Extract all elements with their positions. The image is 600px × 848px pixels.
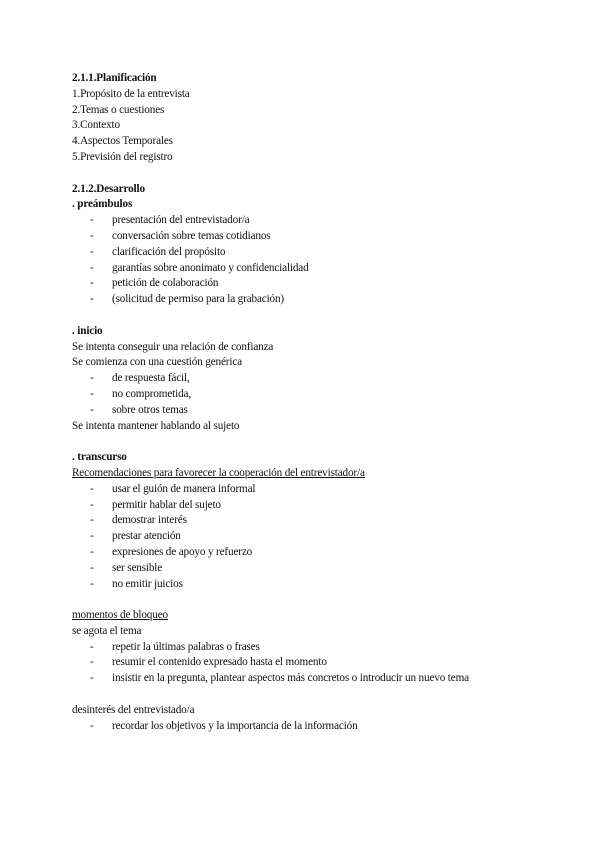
dash-bullet: - xyxy=(90,482,94,495)
underlined-subheading: Recomendaciones para favorecer la cooperación del entrevistador/a xyxy=(72,466,365,479)
dash-bullet: - xyxy=(90,530,94,543)
spacer xyxy=(72,434,532,450)
dash-bullet: - xyxy=(90,261,94,274)
list-item: - garantías sobre anonimato y confidencialidad xyxy=(72,261,532,277)
document-content xyxy=(72,71,532,734)
paragraph-line: Se intenta conseguir una relación de confianza xyxy=(72,340,274,353)
dash-bullet: - xyxy=(90,498,94,511)
paragraph-line: Se comienza con una cuestión genérica xyxy=(72,356,242,369)
transcurso-list xyxy=(72,482,532,593)
list-item: - no comprometida, xyxy=(72,387,532,403)
list-item: - conversación sobre temas cotidianos xyxy=(72,229,532,245)
list-item: - no emitir juicios xyxy=(72,577,532,593)
dash-bullet: - xyxy=(90,229,94,242)
paragraph-line: desinterés del entrevistado/a xyxy=(72,703,195,716)
list-item: - expresiones de apoyo y refuerzo xyxy=(72,545,532,561)
dash-bullet: - xyxy=(90,387,94,400)
spacer xyxy=(72,166,532,182)
paragraph-line: se agota el tema xyxy=(72,624,142,637)
list-item: - sobre otros temas xyxy=(72,403,532,419)
list-item: - (solicitud de permiso para la grabación) xyxy=(72,292,532,308)
planificacion-item: 3.Contexto xyxy=(72,119,120,132)
planificacion-item: 5.Previsión del registro xyxy=(72,150,173,163)
dash-bullet: - xyxy=(90,277,94,290)
section-heading-desarrollo: 2.1.2.Desarrollo xyxy=(72,182,145,195)
list-item: - insistir en la pregunta, plantear aspectos más concretos o introducir un nuevo tema xyxy=(72,671,532,687)
inicio-list xyxy=(72,371,532,418)
dash-bullet: - xyxy=(90,656,94,669)
list-item: - de respuesta fácil, xyxy=(72,371,532,387)
spacer xyxy=(72,687,532,703)
dash-bullet: - xyxy=(90,403,94,416)
list-item: - prestar atención xyxy=(72,529,532,545)
dash-bullet: - xyxy=(90,577,94,590)
list-item: - repetir la últimas palabras o frases xyxy=(72,640,532,656)
list-item: - ser sensible xyxy=(72,561,532,577)
list-item: - permitir hablar del sujeto xyxy=(72,498,532,514)
dash-bullet: - xyxy=(90,672,94,685)
dash-bullet: - xyxy=(90,719,94,732)
spacer xyxy=(72,308,532,324)
dash-bullet: - xyxy=(90,640,94,653)
subsection-heading-preambulos: . preámbulos xyxy=(72,198,133,211)
spacer xyxy=(72,592,532,608)
subsection-heading-inicio: . inicio xyxy=(72,324,103,337)
preambulos-list xyxy=(72,213,532,308)
list-item: - clarificación del propósito xyxy=(72,245,532,261)
bloqueo-case2-list xyxy=(72,719,532,735)
dash-bullet: - xyxy=(90,245,94,258)
list-item: - resumir el contenido expresado hasta el momento xyxy=(72,655,532,671)
dash-bullet: - xyxy=(90,545,94,558)
subsection-heading-transcurso: . transcurso xyxy=(72,451,127,464)
list-item: - presentación del entrevistador/a xyxy=(72,213,532,229)
bloqueo-case1-list xyxy=(72,640,532,687)
dash-bullet: - xyxy=(90,514,94,527)
paragraph-line: Se intenta mantener hablando al sujeto xyxy=(72,419,240,432)
planificacion-item: 1.Propósito de la entrevista xyxy=(72,87,190,100)
dash-bullet: - xyxy=(90,372,94,385)
dash-bullet: - xyxy=(90,214,94,227)
dash-bullet: - xyxy=(90,561,94,574)
dash-bullet: - xyxy=(90,293,94,306)
planificacion-item: 2.Temas o cuestiones xyxy=(72,103,165,116)
planificacion-item: 4.Aspectos Temporales xyxy=(72,135,173,148)
list-item: - recordar los objetivos y la importancia de la información xyxy=(72,719,532,735)
section-heading-planificacion: 2.1.1.Planificación xyxy=(72,72,157,84)
underlined-subheading: momentos de bloqueo xyxy=(72,609,168,622)
list-item: - petición de colaboración xyxy=(72,276,532,292)
list-item: - demostrar interés xyxy=(72,513,532,529)
list-item: - usar el guión de manera informal xyxy=(72,482,532,498)
